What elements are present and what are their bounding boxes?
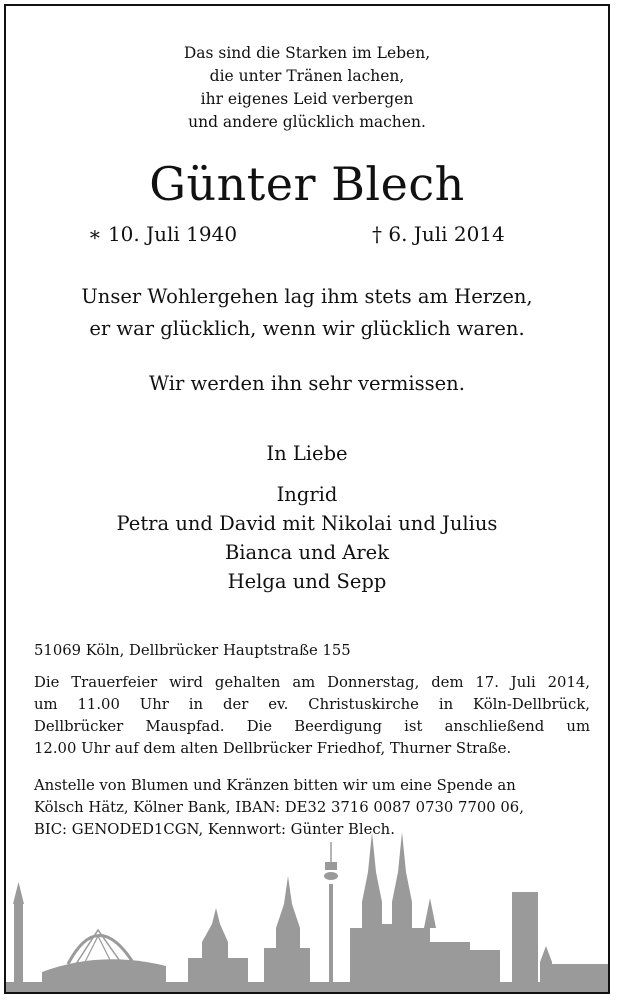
obituary-frame xyxy=(4,4,610,994)
ceremony-line: Dellbrücker Mauspfad. Die Beerdigung ist anschließend um xyxy=(34,718,590,735)
miss-line: Wir werden ihn sehr vermissen. xyxy=(149,372,465,395)
poem-line: die unter Tränen lachen, xyxy=(209,67,405,85)
ceremony-info xyxy=(34,672,590,760)
donation-line: Kölsch Hätz, Kölner Bank, IBAN: DE32 3716 0087 0730 7700 06, xyxy=(34,799,524,816)
skyline-building xyxy=(470,950,500,982)
death-date: † 6. Juli 2014 xyxy=(372,222,505,246)
skyline-tall-tower xyxy=(512,892,538,982)
poem-line: Das sind die Starken im Leben, xyxy=(183,44,431,62)
skyline-ground xyxy=(6,982,610,992)
ceremony-line: 12.00 Uhr auf dem alten Dellbrücker Friedhof, Thurner Straße. xyxy=(34,740,512,757)
skyline-right-spire xyxy=(540,946,552,982)
poem-line: und andere glücklich machen. xyxy=(188,113,426,131)
skyline-left-tower xyxy=(14,904,23,984)
donation-line: BIC: GENODED1CGN, Kennwort: Günter Blech. xyxy=(34,821,395,838)
deceased-name: Günter Blech xyxy=(149,157,465,211)
quote-line: er war glücklich, wenn wir glücklich waren. xyxy=(89,317,525,340)
birth-date: ∗ 10. Juli 1940 xyxy=(88,222,238,246)
quote xyxy=(6,281,608,345)
cologne-skyline xyxy=(6,832,610,992)
skyline-tv-tower-top xyxy=(325,862,337,870)
poem xyxy=(6,42,608,134)
ceremony-line: um 11.00 Uhr in der ev. Christuskirche in Köln-Dellbrück, xyxy=(34,696,590,713)
skyline-left-tower-top xyxy=(13,882,24,904)
family-member: Helga und Sepp xyxy=(227,570,387,593)
skyline-tv-tower-shaft xyxy=(329,884,333,984)
family-list xyxy=(6,480,608,596)
donation-line: Anstelle von Blumen und Kränzen bitten wir um eine Spende an xyxy=(34,777,516,794)
quote-line: Unser Wohlergehen lag ihm stets am Herzen, xyxy=(81,285,533,308)
family-member: Ingrid xyxy=(276,483,338,506)
love-line: In Liebe xyxy=(266,442,348,465)
poem-line: ihr eigenes Leid verbergen xyxy=(200,90,414,108)
ceremony-line: Die Trauerfeier wird gehalten am Donnerstag, dem 17. Juli 2014, xyxy=(34,674,590,691)
family-member: Petra und David mit Nikolai und Julius xyxy=(116,512,498,535)
address: 51069 Köln, Dellbrücker Hauptstraße 155 xyxy=(34,642,351,659)
family-member: Bianca und Arek xyxy=(224,541,390,564)
skyline-arena xyxy=(42,959,166,982)
